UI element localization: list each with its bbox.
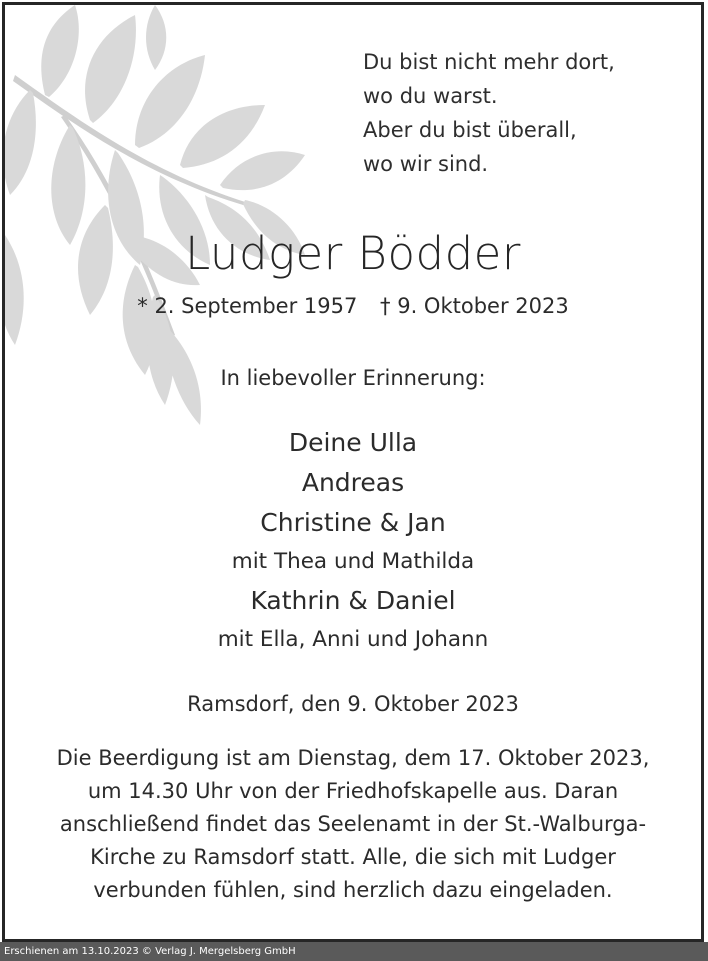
death-date: † 9. Oktober 2023 (380, 294, 569, 318)
family-member: Andreas (301, 468, 405, 497)
quote-line: Aber du bist überall, (363, 118, 577, 142)
family-member: Kathrin & Daniel (250, 586, 456, 615)
funeral-line: Die Beerdigung ist am Dienstag, dem 17. Oktober 2023, (56, 746, 650, 770)
deceased-name: Ludger Bödder (185, 227, 521, 280)
quote-line: wo du warst. (363, 84, 498, 108)
publication-footer: Erschienen am 13.10.2023 © Verlag J. Mergelsberg GmbH (0, 942, 708, 961)
quote-line: Du bist nicht mehr dort, (363, 50, 615, 74)
remembrance-heading: In liebevoller Erinnerung: (220, 366, 486, 390)
family-list (5, 423, 701, 659)
memorial-quote (363, 45, 615, 181)
funeral-line: verbunden fühlen, sind herzlich dazu eingeladen. (93, 878, 613, 902)
place-and-date: Ramsdorf, den 9. Oktober 2023 (187, 692, 519, 716)
quote-line: wo wir sind. (363, 152, 489, 176)
birth-date: * 2. September 1957 (137, 294, 358, 318)
obituary-notice (2, 2, 704, 942)
funeral-details (5, 742, 701, 907)
family-member: Christine & Jan (260, 508, 446, 537)
funeral-line: um 14.30 Uhr von der Friedhofskapelle aus. Daran (87, 779, 619, 803)
funeral-line: anschließend findet das Seelenamt in der St.-Walburga- (59, 812, 647, 836)
family-member: mit Thea und Mathilda (231, 549, 475, 574)
family-member: mit Ella, Anni und Johann (217, 627, 489, 652)
life-dates (5, 294, 701, 318)
family-member: Deine Ulla (288, 428, 418, 457)
funeral-line: Kirche zu Ramsdorf statt. Alle, die sich mit Ludger (90, 845, 616, 869)
